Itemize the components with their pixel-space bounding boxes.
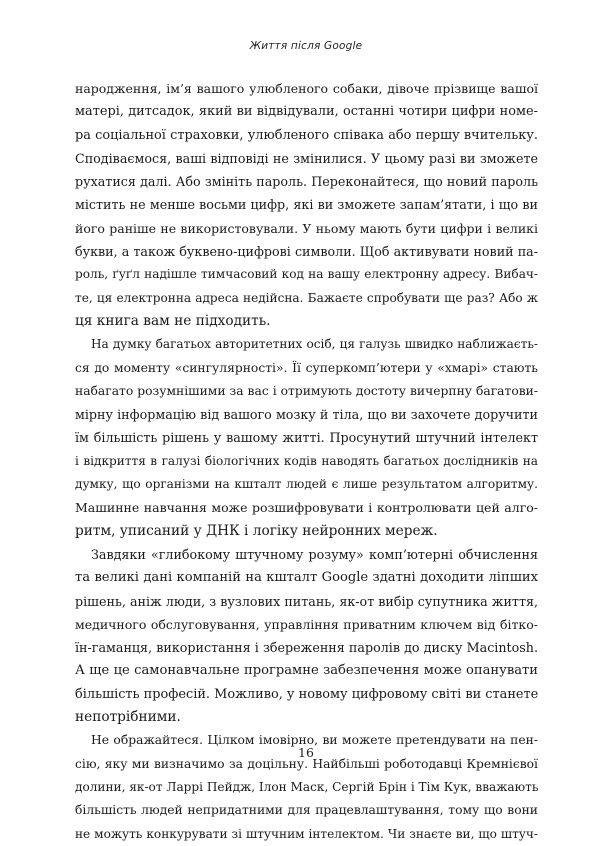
text-line: Сподіваємося, ваші відповіді не змінилися. У цьому разі ви зможете <box>75 150 538 166</box>
text-line: більшість професій. Можливо, у новому цифровому світі ви станете <box>75 686 539 702</box>
text-line: ритм, уписаний у ДНК і логіку нейронних мереж. <box>75 522 438 539</box>
text-line: набагато розумнішими за вас і отримують достоту вичерпну багатови- <box>75 383 538 398</box>
text-line: букви, а також буквено-цифрові символи. Щоб активувати новий па- <box>75 244 538 260</box>
text-line: ся до моменту «сингулярності». Її суперкомп’ютери у «хмарі» стають <box>75 360 538 375</box>
text-line: А ще це самонавчальне програмне забезпечення може опанувати <box>75 663 538 679</box>
text-line: їм більшість рішень у вашому житті. Просунутий штучний інтелект <box>75 430 538 446</box>
text-line: матері, дитсадок, який ви відвідували, останні чотири цифри номе- <box>75 104 538 120</box>
text-line: сію, яку ми визначимо за доцільну. Найбільші роботодавці Кремнієвої <box>75 756 538 771</box>
text-line: містить не менше восьми цифр, які ви зможете запам’ятати, і що ви <box>75 197 538 213</box>
text-line: медичного обслуговування, управління приватним ключем від бітко- <box>75 616 538 632</box>
text-line: Не ображайтеся. Цілком імовірно, ви можете претендувати на пен- <box>91 733 538 748</box>
text-line: більшість людей непридатними для працевлаштування, тому що вони <box>75 803 538 818</box>
body-text <box>75 77 538 846</box>
page-number: 16 <box>298 745 314 760</box>
text-line: їн-гаманця, використання і збереження паролів до диску Macintosh. <box>75 640 538 656</box>
text-line: На думку багатьох авторитетних осіб, ця галузь швидко наближаєть- <box>91 337 538 352</box>
text-line: його раніше не використовували. У ньому мають бути цифри і великі <box>75 220 538 236</box>
text-line: роль, ґуґл надішле тимчасовий код на вашу електронну адресу. Вибач- <box>75 267 538 282</box>
text-line: те, ця електронна адреса недійсна. Бажаєте спробувати ще раз? Або ж <box>75 290 538 305</box>
text-line: і відкриття в галузі біологічних кодів наводять багатьох дослідників на <box>75 453 538 468</box>
text-line: Завдяки «глибокому штучному розуму» комп’ютерні обчислення <box>91 546 538 562</box>
text-line: та великі дані компаній на кшталт Google здатні доходити ліпших <box>75 570 538 586</box>
running-header: Життя після Google <box>249 40 363 52</box>
text-line: рухатися далі. Або змініть пароль. Переконайтеся, що новий пароль <box>75 174 538 190</box>
text-line: долини, як-от Ларрі Пейдж, Ілон Маск, Сергій Брін і Тім Кук, вважають <box>75 779 539 794</box>
text-line: непотрібними. <box>75 709 181 726</box>
text-line: рішень, аніж люди, з вузлових питань, як-от вибір супутника життя, <box>75 593 538 609</box>
text-line: думку, що організми на кшталт людей є лише результатом алгоритму. <box>75 477 538 492</box>
text-line: ця книга вам не підходить. <box>75 312 271 329</box>
text-line: народження, ім’я вашого улюбленого собаки, дівоче прізвище вашої <box>75 81 538 96</box>
text-line: Машинне навчання може розшифровувати і контролювати цей алго- <box>75 500 538 516</box>
text-line: ра соціальної страховки, улюбленого співака або першу вчительку. <box>75 127 538 143</box>
text-line: мірну інформацію від вашого мозку й тіла, що ви захочете доручити <box>75 407 538 423</box>
text-line: не можуть конкурувати зі штучним інтелектом. Чи знаєте ви, що штуч- <box>75 826 538 841</box>
